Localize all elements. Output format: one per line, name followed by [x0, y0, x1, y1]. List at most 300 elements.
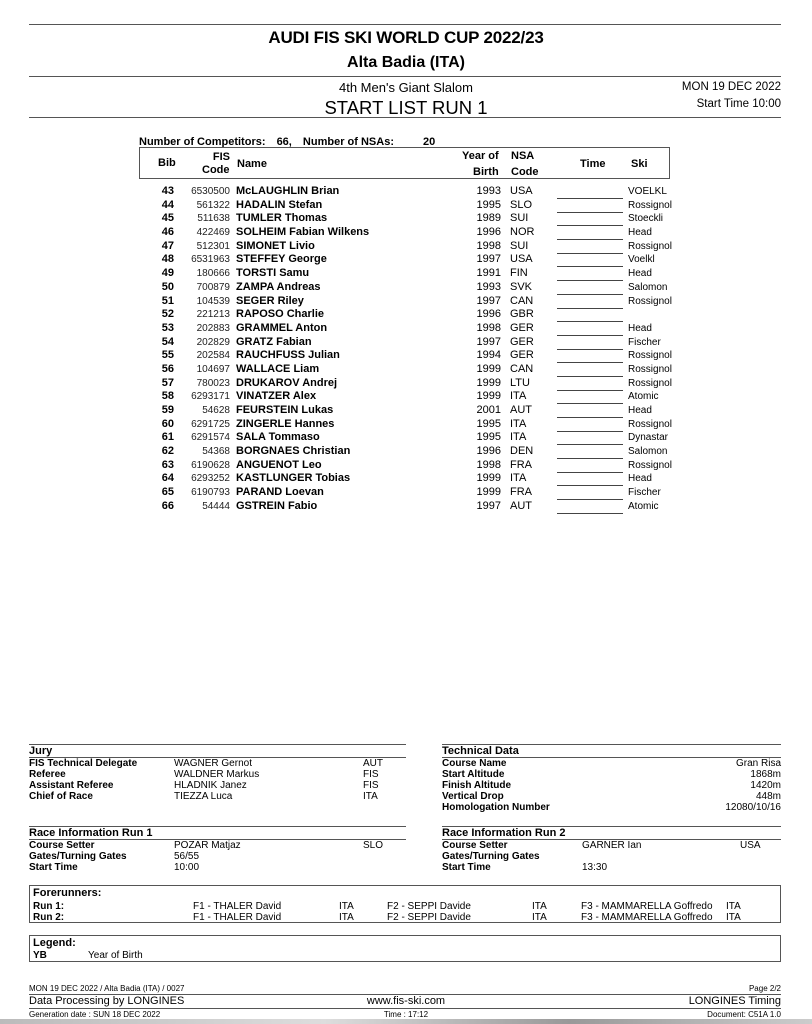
- nsa-code: FIN: [510, 267, 528, 280]
- technical-item: [442, 780, 781, 791]
- athlete-name: SIMONET Livio: [236, 239, 315, 252]
- fis-code: 54368: [202, 446, 230, 458]
- time-blank-field: [557, 404, 623, 418]
- technical-value: Gran Risa: [735, 758, 781, 769]
- forerunner-f3: F3 - MAMMARELLA Goffredo: [581, 912, 713, 923]
- fis-code: 104697: [196, 363, 230, 375]
- year-of-birth: 1997: [476, 294, 501, 307]
- jury-nation: ITA: [363, 791, 378, 802]
- table-row: [139, 404, 684, 418]
- forerunner-f1: F1 - THALER David: [193, 901, 282, 912]
- bib-number: 65: [161, 486, 174, 499]
- legend-box: [29, 935, 781, 962]
- ski-brand: Rossignol: [628, 199, 672, 211]
- run1-item: [29, 840, 406, 851]
- athlete-name: FEURSTEIN Lukas: [236, 404, 334, 416]
- jury-nation: FIS: [363, 780, 379, 791]
- run1-label: Gates/Turning Gates: [29, 851, 127, 862]
- forerunner-run-label: Run 2:: [33, 912, 65, 923]
- athlete-name: WALLACE Liam: [236, 362, 320, 375]
- legend-meaning: Year of Birth: [88, 950, 143, 961]
- competition-title: AUDI FIS SKI WORLD CUP 2022/23: [268, 28, 544, 47]
- year-of-birth: 1993: [476, 185, 501, 197]
- technical-item: [442, 791, 781, 802]
- jury-role: Chief of Race: [29, 791, 93, 802]
- run2-label: Gates/Turning Gates: [442, 851, 540, 862]
- forerunner-f1-nation: ITA: [339, 912, 354, 923]
- legend-abbr: YB: [33, 950, 47, 961]
- run1-value: POZAR Matjaz: [174, 840, 241, 851]
- jury-item: [29, 758, 406, 769]
- race-date: MON 19 DEC 2022: [681, 81, 781, 93]
- nsa-code: GER: [510, 321, 534, 334]
- run2-item: [442, 840, 781, 851]
- footer-bottom-rule: [29, 1008, 781, 1009]
- time-blank-field: [557, 486, 623, 500]
- col-yob-2: Birth: [473, 166, 499, 178]
- athlete-name: ANGUENOT Leo: [236, 458, 322, 471]
- technical-value: 12080/10/16: [725, 802, 781, 813]
- ski-brand: Fischer: [628, 487, 661, 499]
- athlete-name: RAUCHFUSS Julian: [236, 349, 340, 362]
- bib-number: 53: [161, 321, 174, 334]
- nsa-code: USA: [510, 253, 533, 266]
- run2-value: 13:30: [582, 862, 608, 873]
- nsa-code: ITA: [510, 431, 527, 444]
- run1-value: 10:00: [174, 862, 200, 873]
- ski-brand: Atomic: [628, 391, 659, 403]
- ski-brand: Salomon: [628, 446, 668, 458]
- fis-code: 512301: [196, 240, 230, 252]
- table-row: [139, 459, 684, 473]
- forerunner-f2-nation: ITA: [532, 901, 547, 912]
- nsa-code: GER: [510, 349, 534, 362]
- event-name: 4th Men's Giant Slalom: [339, 80, 473, 95]
- jury-list: [29, 758, 406, 804]
- technical-label: Homologation Number: [442, 802, 550, 813]
- year-of-birth: 1995: [476, 431, 501, 444]
- year-of-birth: 1995: [476, 198, 501, 211]
- year-of-birth: 1997: [476, 335, 501, 348]
- bib-number: 45: [161, 212, 174, 225]
- run1-label: Course Setter: [29, 840, 95, 851]
- athlete-name: ZINGERLE Hannes: [236, 417, 335, 430]
- bib-number: 51: [161, 294, 174, 307]
- time-blank-field: [557, 418, 623, 432]
- time-blank-field: [557, 199, 623, 213]
- bib-number: 55: [161, 349, 174, 362]
- forerunner-f3: F3 - MAMMARELLA Goffredo: [581, 901, 713, 912]
- forerunner-f2: F2 - SEPPI Davide: [387, 901, 471, 912]
- footer-page: Page 2/2: [748, 984, 781, 993]
- nsa-code: CAN: [510, 294, 534, 307]
- year-of-birth: 1996: [476, 445, 501, 458]
- col-nsa-2: Code: [511, 166, 539, 178]
- table-row: [139, 349, 684, 363]
- ski-brand: Salomon: [628, 281, 668, 293]
- bib-number: 66: [161, 499, 174, 512]
- footer-data-processing: Data Processing by LONGINES: [29, 995, 185, 1007]
- time-blank-field: [557, 185, 623, 199]
- technical-item: [442, 802, 781, 813]
- nsa-code: USA: [510, 185, 533, 197]
- jury-top-rule: [29, 744, 406, 745]
- jury-name: WAGNER Gernot: [174, 758, 252, 769]
- ski-brand: Voelkl: [628, 254, 655, 266]
- athlete-name: PARAND Loevan: [236, 486, 324, 499]
- time-blank-field: [557, 240, 623, 254]
- year-of-birth: 1998: [476, 239, 501, 252]
- time-blank-field: [557, 472, 623, 486]
- athlete-name: SOLHEIM Fabian Wilkens: [236, 226, 370, 239]
- technical-label: Finish Altitude: [442, 780, 512, 791]
- time-blank-field: [557, 281, 623, 295]
- jury-nation: FIS: [363, 769, 379, 780]
- col-name: Name: [237, 158, 267, 170]
- bib-number: 64: [161, 472, 174, 485]
- fis-code: 6293171: [191, 391, 230, 403]
- forerunners-title: Forerunners:: [33, 887, 102, 899]
- bib-number: 54: [161, 335, 174, 348]
- year-of-birth: 1999: [476, 472, 501, 485]
- technical-value: 448m: [755, 791, 781, 802]
- table-row: [139, 281, 684, 295]
- year-of-birth: 1996: [476, 226, 501, 239]
- ski-brand: Stoeckli: [628, 213, 664, 225]
- nsa-code: CAN: [510, 362, 534, 375]
- ski-brand: Atomic: [628, 500, 659, 512]
- footer-generation-date: Generation date : SUN 18 DEC 2022: [29, 1010, 161, 1019]
- time-blank-field: [557, 295, 623, 309]
- year-of-birth: 1989: [476, 212, 501, 225]
- year-of-birth: 1998: [476, 458, 501, 471]
- run2-item: [442, 862, 781, 873]
- table-row: [139, 445, 684, 459]
- col-fis-code-2: Code: [202, 164, 230, 176]
- footer-website: www.fis-ski.com: [366, 995, 446, 1007]
- technical-label: Vertical Drop: [442, 791, 504, 802]
- fis-code: 6531963: [191, 254, 230, 266]
- table-header: [139, 147, 670, 179]
- forerunner-run-label: Run 1:: [33, 901, 65, 912]
- technical-title: Technical Data: [442, 745, 519, 757]
- venue-title: Alta Badia (ITA): [347, 54, 465, 71]
- athlete-name: ZAMPA Andreas: [236, 280, 321, 293]
- technical-item: [442, 758, 781, 769]
- fis-code: 511638: [197, 213, 230, 225]
- bib-number: 62: [161, 445, 174, 458]
- nsa-code: FRA: [510, 486, 532, 499]
- fis-code: 221213: [196, 309, 230, 321]
- forerunner-f3-nation: ITA: [726, 901, 741, 912]
- year-of-birth: 1999: [476, 390, 501, 403]
- fis-code: 202584: [196, 350, 230, 362]
- jury-item: [29, 769, 406, 780]
- bib-number: 50: [161, 280, 174, 293]
- page-bottom-edge: [0, 1019, 812, 1024]
- nsa-code: ITA: [510, 417, 527, 430]
- jury-name: WALDNER Markus: [174, 769, 260, 780]
- athlete-name: HADALIN Stefan: [236, 198, 323, 211]
- fis-code: 6293252: [191, 473, 230, 485]
- run2-list: [442, 840, 781, 874]
- table-row: [139, 253, 684, 267]
- jury-item: [29, 780, 406, 791]
- run1-value: 56/55: [174, 851, 200, 862]
- nsa-code: ITA: [510, 390, 527, 403]
- technical-item: [442, 769, 781, 780]
- legend-title: Legend:: [33, 937, 76, 949]
- year-of-birth: 1999: [476, 486, 501, 499]
- run1-title: Race Information Run 1: [29, 827, 153, 839]
- time-blank-field: [557, 336, 623, 350]
- table-row: [139, 267, 684, 281]
- col-yob-1: Year of: [462, 150, 499, 162]
- table-row: [139, 212, 684, 226]
- competitors-label: Number of Competitors:: [139, 136, 266, 148]
- athlete-name: DRUKAROV Andrej: [236, 376, 338, 389]
- year-of-birth: 1997: [476, 499, 501, 512]
- athlete-name: SALA Tommaso: [236, 431, 320, 444]
- technical-label: Course Name: [442, 758, 507, 769]
- ski-brand: Rossignol: [628, 350, 672, 362]
- nsas-label: Number of NSAs:: [302, 136, 394, 148]
- bib-number: 59: [161, 404, 174, 416]
- nsa-code: NOR: [510, 226, 535, 239]
- nsa-code: AUT: [510, 404, 532, 416]
- col-time: Time: [580, 158, 606, 170]
- technical-list: [442, 758, 781, 814]
- forerunner-f1-nation: ITA: [339, 901, 354, 912]
- table-row: [139, 295, 684, 309]
- header-bottom-rule: [29, 117, 781, 118]
- nsa-code: AUT: [510, 499, 532, 512]
- run1-nation: SLO: [363, 840, 384, 851]
- fis-code: 561322: [196, 199, 230, 211]
- ski-brand: Head: [628, 405, 652, 416]
- time-blank-field: [557, 431, 623, 445]
- run1-item: [29, 851, 406, 862]
- forerunner-f1: F1 - THALER David: [193, 912, 282, 923]
- bib-number: 52: [161, 308, 174, 321]
- nsas-value: 20: [423, 136, 436, 148]
- time-blank-field: [557, 212, 623, 226]
- fis-code: 700879: [196, 281, 230, 293]
- nsa-code: SLO: [510, 198, 533, 211]
- time-blank-field: [557, 226, 623, 240]
- table-row: [139, 377, 684, 391]
- ski-brand: Head: [628, 268, 652, 280]
- nsa-code: SUI: [510, 239, 529, 252]
- time-blank-field: [557, 390, 623, 404]
- jury-role: FIS Technical Delegate: [29, 758, 138, 769]
- table-row: [139, 199, 684, 213]
- athlete-name: GRAMMEL Anton: [236, 321, 328, 334]
- athlete-name: KASTLUNGER Tobias: [236, 472, 351, 485]
- header-top-rule: [29, 24, 781, 25]
- table-row: [139, 486, 684, 500]
- col-nsa-1: NSA: [511, 150, 535, 162]
- bib-number: 46: [161, 226, 174, 239]
- bib-number: 61: [161, 431, 174, 444]
- time-blank-field: [557, 459, 623, 473]
- race-start-time: Start Time 10:00: [696, 98, 781, 110]
- footer-document: Document: C51A 1.0: [707, 1010, 781, 1019]
- athlete-name: VINATZER Alex: [236, 390, 317, 403]
- footer-doc-ref: MON 19 DEC 2022 / Alta Badia (ITA) / 0027: [29, 984, 185, 993]
- athlete-name: SEGER Riley: [236, 294, 304, 307]
- athlete-name: RAPOSO Charlie: [236, 308, 325, 321]
- col-ski: Ski: [631, 158, 648, 170]
- fis-code: 54444: [202, 500, 230, 512]
- bib-number: 48: [161, 253, 174, 266]
- forerunner-f2-nation: ITA: [532, 912, 547, 923]
- table-row: [139, 308, 684, 322]
- athlete-name: TUMLER Thomas: [236, 212, 328, 225]
- nsa-code: LTU: [510, 376, 530, 389]
- table-row: [139, 240, 684, 254]
- list-title: START LIST RUN 1: [324, 97, 488, 118]
- fis-code: 422469: [196, 227, 230, 239]
- year-of-birth: 1999: [476, 376, 501, 389]
- jury-name: TIEZZA Luca: [174, 791, 233, 802]
- time-blank-field: [557, 308, 623, 322]
- run2-nation: USA: [740, 840, 761, 851]
- header-mid-rule: [29, 76, 781, 77]
- athlete-name: McLAUGHLIN Brian: [236, 185, 340, 197]
- ski-brand: Fischer: [628, 336, 661, 348]
- forerunner-f2: F2 - SEPPI Davide: [387, 912, 471, 923]
- year-of-birth: 1994: [476, 349, 501, 362]
- table-row: [139, 390, 684, 404]
- time-blank-field: [557, 322, 623, 336]
- run1-label: Start Time: [29, 862, 78, 873]
- time-blank-field: [557, 377, 623, 391]
- bib-number: 63: [161, 458, 174, 471]
- technical-value: 1868m: [750, 769, 781, 780]
- nsa-code: ITA: [510, 472, 527, 485]
- year-of-birth: 1999: [476, 362, 501, 375]
- table-row: [139, 363, 684, 377]
- year-of-birth: 1991: [476, 267, 501, 280]
- ski-brand: Rossignol: [628, 377, 672, 389]
- fis-code: 6530500: [191, 186, 230, 197]
- forerunners-box: [29, 885, 781, 923]
- competitors-value: 66,: [276, 136, 292, 148]
- time-blank-field: [557, 267, 623, 281]
- table-row: [139, 336, 684, 350]
- fis-code: 6190628: [191, 459, 230, 471]
- run1-item: [29, 862, 406, 873]
- run2-item: [442, 851, 781, 862]
- nsa-code: GER: [510, 335, 534, 348]
- ski-brand: Rossignol: [628, 363, 672, 375]
- jury-nation: AUT: [363, 758, 383, 769]
- bib-number: 60: [161, 417, 174, 430]
- year-of-birth: 2001: [476, 404, 501, 416]
- ski-brand: Dynastar: [628, 432, 669, 444]
- table-row: [139, 418, 684, 432]
- run2-label: Course Setter: [442, 840, 508, 851]
- nsa-code: GBR: [510, 308, 534, 321]
- nsa-code: DEN: [510, 445, 534, 458]
- jury-role: Assistant Referee: [29, 780, 114, 791]
- ski-brand: Rossignol: [628, 240, 672, 252]
- table-row: [139, 322, 684, 336]
- table-row: [139, 500, 684, 514]
- athlete-name: BORGNAES Christian: [236, 445, 351, 458]
- table-row: [139, 472, 684, 486]
- bib-number: 56: [161, 362, 174, 375]
- run2-value: GARNER Ian: [582, 840, 642, 851]
- jury-name: HLADNIK Janez: [174, 780, 247, 791]
- bib-number: 47: [161, 239, 174, 252]
- jury-item: [29, 791, 406, 802]
- year-of-birth: 1997: [476, 253, 501, 266]
- year-of-birth: 1993: [476, 280, 501, 293]
- bib-number: 57: [161, 376, 174, 389]
- bib-number: 43: [161, 185, 174, 197]
- athlete-name: STEFFEY George: [236, 253, 327, 266]
- nsa-code: SUI: [510, 212, 529, 225]
- ski-brand: Rossignol: [628, 459, 672, 471]
- table-row: [139, 185, 684, 199]
- col-fis-code-1: FIS: [212, 151, 230, 163]
- fis-code: 202829: [196, 336, 230, 348]
- col-bib: Bib: [158, 157, 176, 169]
- time-blank-field: [557, 349, 623, 363]
- athlete-name: GSTREIN Fabio: [236, 499, 318, 512]
- time-blank-field: [557, 253, 623, 267]
- run1-list: [29, 840, 406, 874]
- ski-brand: Rossignol: [628, 295, 672, 307]
- ski-brand: Rossignol: [628, 418, 672, 430]
- time-blank-field: [557, 363, 623, 377]
- fis-code: 202883: [196, 322, 230, 334]
- run2-label: Start Time: [442, 862, 491, 873]
- year-of-birth: 1998: [476, 321, 501, 334]
- footer-time: Time : 17:12: [383, 1010, 429, 1019]
- footer-timing: LONGINES Timing: [688, 995, 781, 1007]
- fis-code: 54628: [202, 405, 230, 416]
- year-of-birth: 1995: [476, 417, 501, 430]
- forerunner-f3-nation: ITA: [726, 912, 741, 923]
- athlete-name: TORSTI Samu: [236, 267, 310, 280]
- table-row: [139, 226, 684, 240]
- time-blank-field: [557, 500, 623, 514]
- jury-title: Jury: [29, 745, 53, 757]
- ski-brand: Head: [628, 227, 652, 239]
- time-blank-field: [557, 445, 623, 459]
- bib-number: 49: [161, 267, 174, 280]
- bib-number: 58: [161, 390, 174, 403]
- ski-brand: VOELKL: [628, 186, 667, 197]
- fis-code: 104539: [196, 295, 230, 307]
- fis-code: 6291725: [191, 418, 230, 430]
- athlete-name: GRATZ Fabian: [236, 335, 312, 348]
- ski-brand: Head: [628, 322, 652, 334]
- jury-role: Referee: [29, 769, 66, 780]
- table-row: [139, 431, 684, 445]
- ski-brand: Head: [628, 473, 652, 485]
- fis-code: 6190793: [191, 487, 230, 499]
- fis-code: 780023: [196, 377, 230, 389]
- technical-label: Start Altitude: [442, 769, 505, 780]
- year-of-birth: 1996: [476, 308, 501, 321]
- run2-title: Race Information Run 2: [442, 827, 566, 839]
- technical-value: 1420m: [750, 780, 781, 791]
- nsa-code: SVK: [510, 280, 533, 293]
